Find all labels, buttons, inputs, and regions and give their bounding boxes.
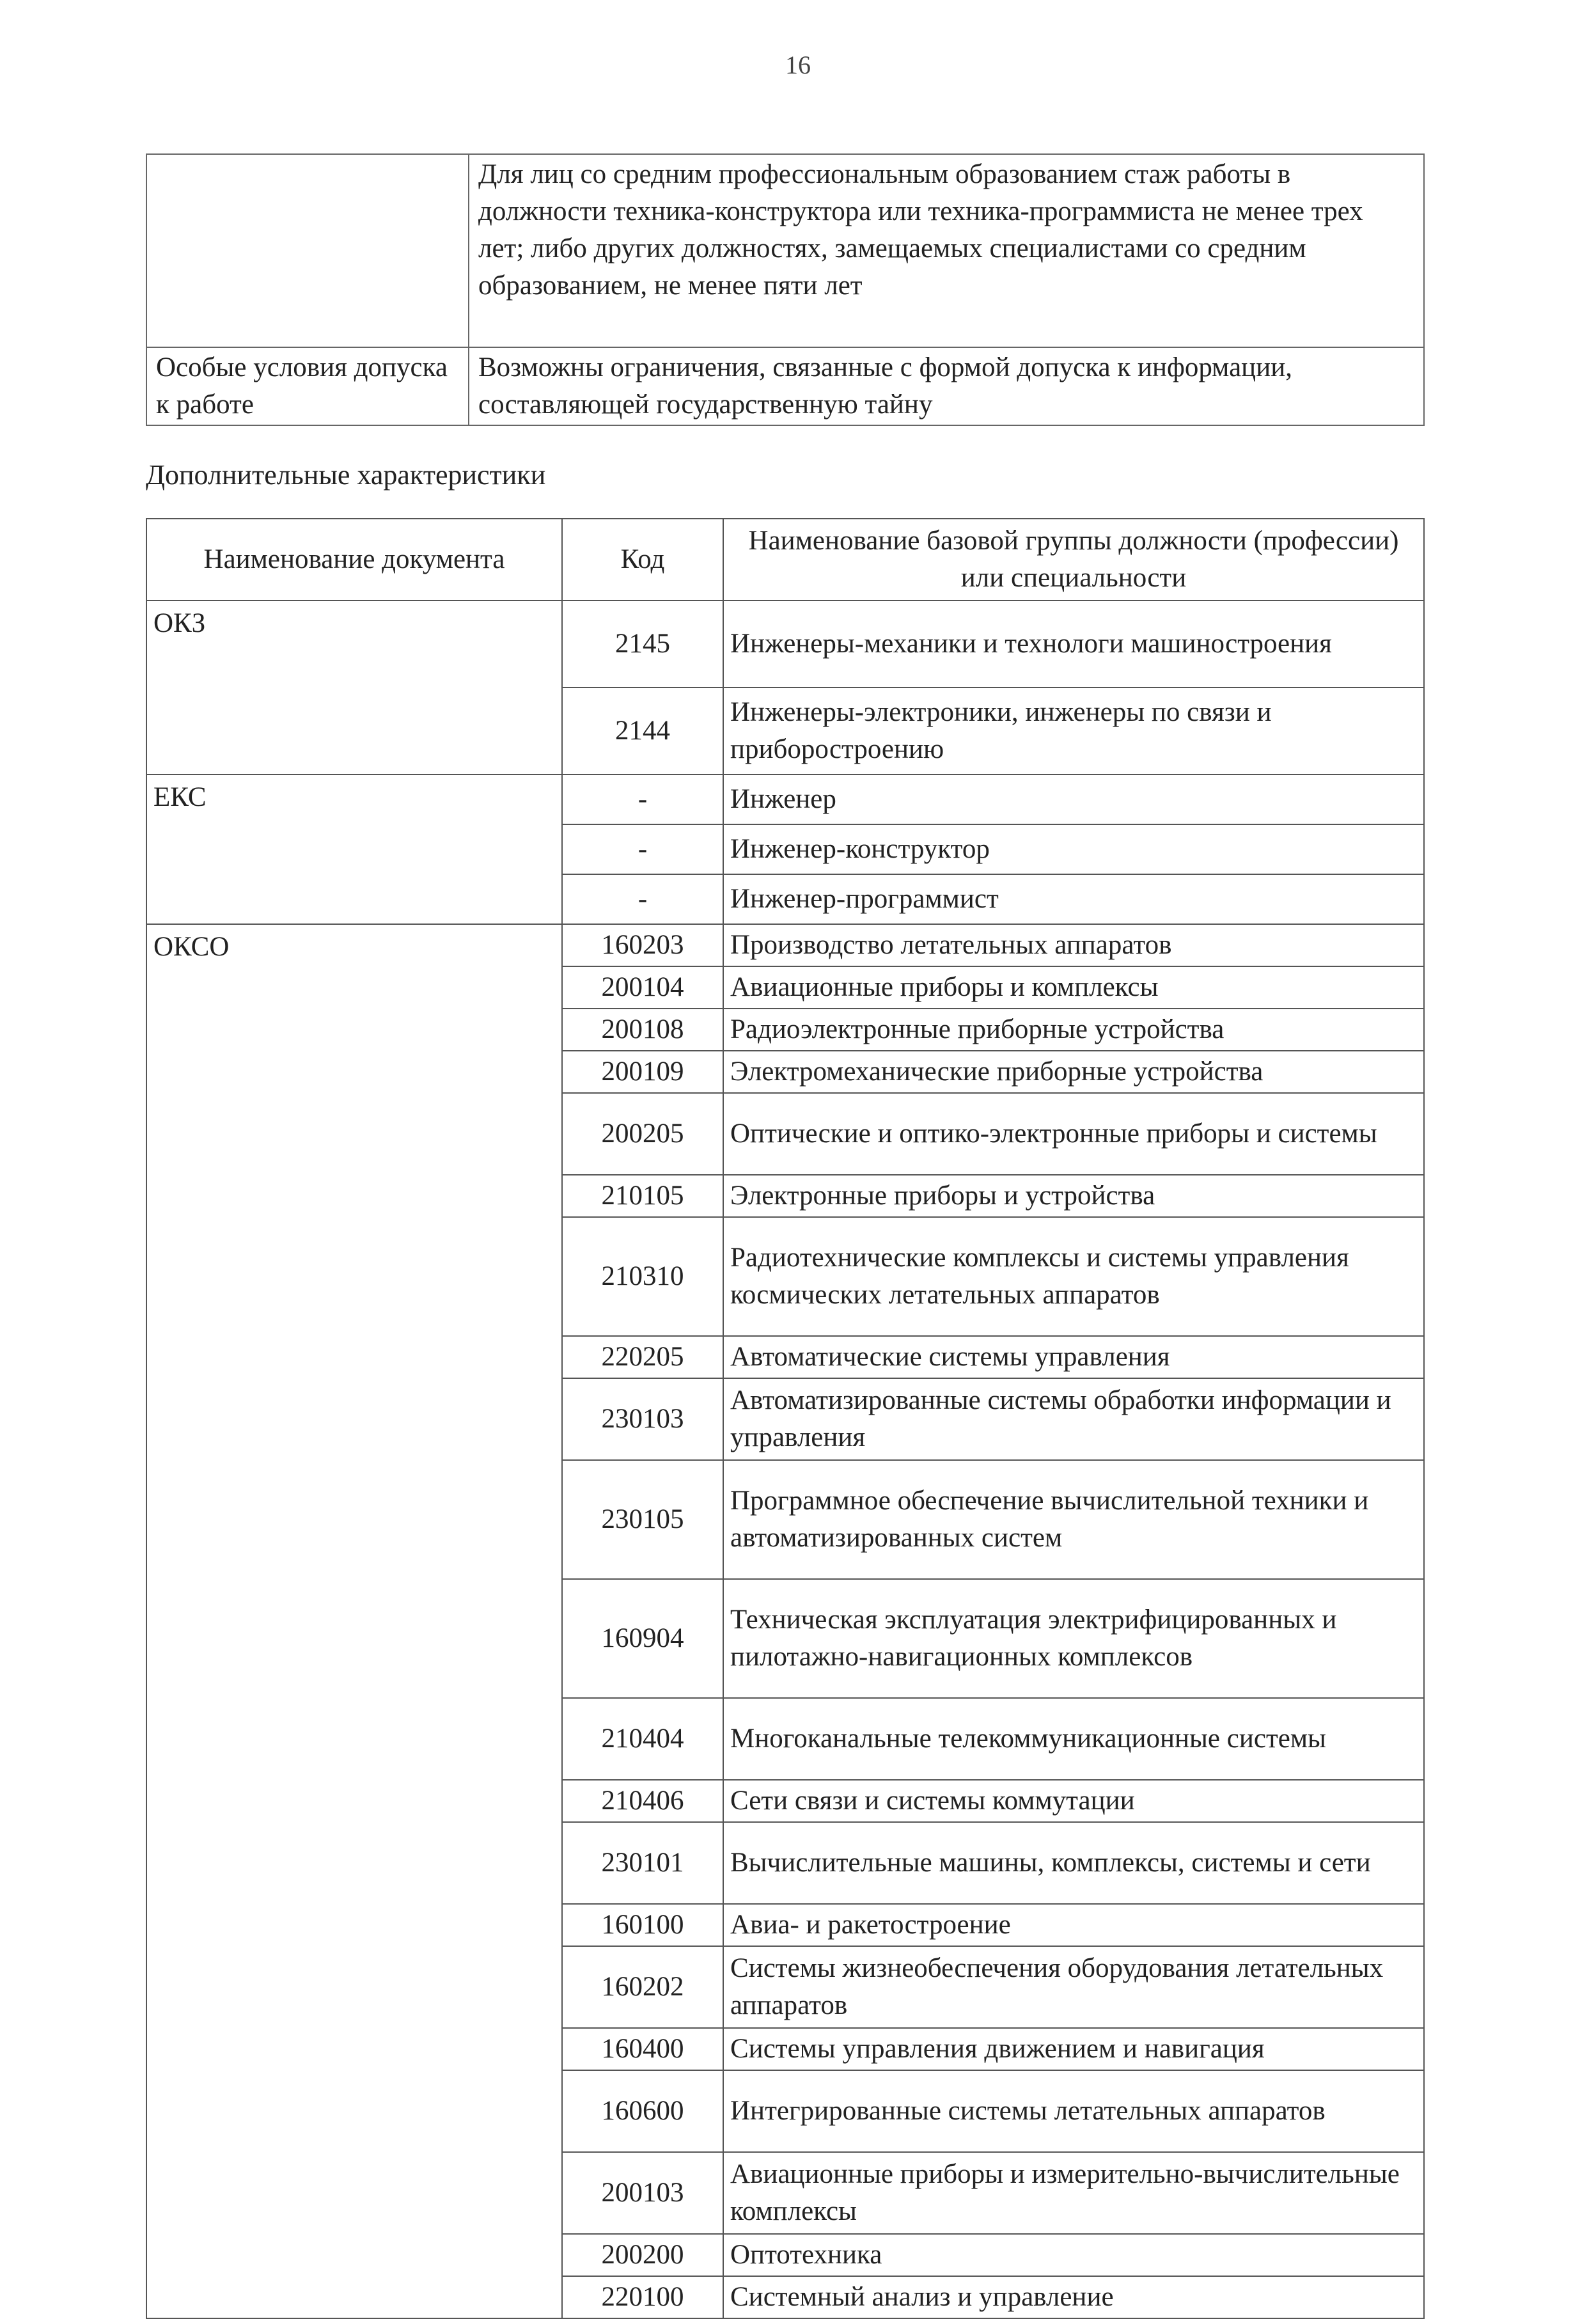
table-row: [146, 154, 1424, 347]
specialty-name: Инженер-конструктор: [723, 824, 1424, 874]
specialty-name: Радиоэлектронные приборные устройства: [723, 1009, 1424, 1051]
code-cell: 200200: [562, 2234, 723, 2276]
code-cell: 200109: [562, 1051, 723, 1093]
document-name: ОКЗ: [146, 601, 562, 774]
code-cell: -: [562, 874, 723, 924]
code-cell: 200103: [562, 2152, 723, 2234]
row-text: Возможны ограничения, связанные с формой допуска к информации, составляющей государственную тайну: [469, 347, 1424, 425]
specialty-name: Инженеры-механики и технологи машиностроения: [723, 601, 1424, 688]
specialty-name: Авиа- и ракетостроение: [723, 1904, 1424, 1946]
code-cell: -: [562, 774, 723, 824]
specialty-name: Системы жизнеобеспечения оборудования летательных аппаратов: [723, 1946, 1424, 2028]
specialty-name: Автоматизированные системы обработки информации и управления: [723, 1378, 1424, 1460]
code-cell: 210105: [562, 1175, 723, 1217]
code-cell: 230103: [562, 1378, 723, 1460]
specialty-name: Техническая эксплуатация электрифицированных и пилотажно-навигационных комплексов: [723, 1579, 1424, 1698]
specialty-name: Радиотехнические комплексы и системы управления космических летательных аппаратов: [723, 1217, 1424, 1336]
code-cell: 230101: [562, 1822, 723, 1904]
header-row: [146, 519, 1424, 601]
code-cell: 160904: [562, 1579, 723, 1698]
specialty-name: Программное обеспечение вычислительной техники и автоматизированных систем: [723, 1460, 1424, 1579]
code-cell: 160203: [562, 924, 723, 966]
code-cell: 160600: [562, 2070, 723, 2152]
code-cell: 220100: [562, 2276, 723, 2318]
specialty-name: Системы управления движением и навигация: [723, 2028, 1424, 2070]
page-number: 16: [785, 51, 811, 79]
specialty-name: Многоканальные телекоммуникационные системы: [723, 1698, 1424, 1780]
specialty-name: Оптотехника: [723, 2234, 1424, 2276]
specialty-name: Инженер: [723, 774, 1424, 824]
code-cell: 2145: [562, 601, 723, 688]
specialty-name: Производство летательных аппаратов: [723, 924, 1424, 966]
table-row: [146, 347, 1424, 425]
code-cell: 160202: [562, 1946, 723, 2028]
header-document: Наименование документа: [146, 519, 562, 601]
characteristics-table: [146, 518, 1425, 2319]
row-label: [146, 154, 469, 347]
specialty-name: Авиационные приборы и комплексы: [723, 966, 1424, 1009]
code-cell: 230105: [562, 1460, 723, 1579]
code-cell: -: [562, 824, 723, 874]
header-code: Код: [562, 519, 723, 601]
row-text: Для лиц со средним профессиональным образованием стаж работы в должности техника-конструктора или техника-программиста не менее трех лет; либо других должностях, замещаемых специалистами со средним образованием, не менее пяти лет: [469, 154, 1424, 347]
specialty-name: Оптические и оптико-электронные приборы и системы: [723, 1093, 1424, 1175]
document-name: ОКСО: [146, 924, 562, 2318]
code-cell: 210310: [562, 1217, 723, 1336]
requirements-table: [146, 153, 1425, 426]
code-cell: 210406: [562, 1780, 723, 1822]
specialty-name: Вычислительные машины, комплексы, системы и сети: [723, 1822, 1424, 1904]
table-row: [146, 924, 1424, 966]
specialty-name: Электронные приборы и устройства: [723, 1175, 1424, 1217]
table-row: [146, 601, 1424, 688]
document-name: ЕКС: [146, 774, 562, 924]
specialty-name: Системный анализ и управление: [723, 2276, 1424, 2318]
header-name: Наименование базовой группы должности (профессии) или специальности: [723, 519, 1424, 601]
code-cell: 160400: [562, 2028, 723, 2070]
specialty-name: Автоматические системы управления: [723, 1336, 1424, 1378]
specialty-name: Сети связи и системы коммутации: [723, 1780, 1424, 1822]
code-cell: 160100: [562, 1904, 723, 1946]
table-row: [146, 774, 1424, 824]
code-cell: 2144: [562, 688, 723, 774]
code-cell: 200104: [562, 966, 723, 1009]
specialty-name: Инженер-программист: [723, 874, 1424, 924]
code-cell: 200108: [562, 1009, 723, 1051]
specialty-name: Авиационные приборы и измерительно-вычислительные комплексы: [723, 2152, 1424, 2234]
specialty-name: Электромеханические приборные устройства: [723, 1051, 1424, 1093]
row-label: Особые условия допуска к работе: [146, 347, 469, 425]
code-cell: 200205: [562, 1093, 723, 1175]
code-cell: 210404: [562, 1698, 723, 1780]
code-cell: 220205: [562, 1336, 723, 1378]
specialty-name: Интегрированные системы летательных аппаратов: [723, 2070, 1424, 2152]
specialty-name: Инженеры-электроники, инженеры по связи и приборостроению: [723, 688, 1424, 774]
section-title: Дополнительные характеристики: [146, 459, 546, 491]
